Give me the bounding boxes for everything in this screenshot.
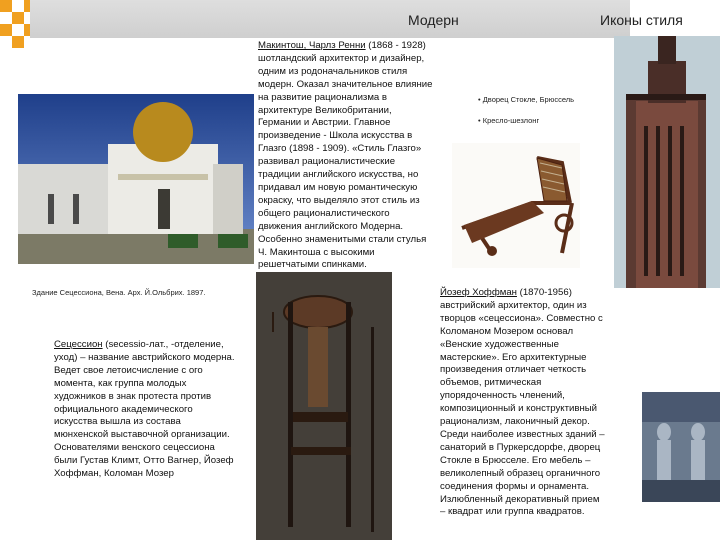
- secession-paragraph: [54, 339, 254, 481]
- mackintosh-paragraph: [258, 40, 458, 272]
- secession-term: Сецессион: [54, 339, 103, 350]
- secession-photo-caption: Здание Сецессиона, Вена. Арх. Й.Ольбрих. 1897.: [32, 288, 206, 297]
- secession-text: (secessio-лат., -отделение, уход) – название австрийского модерна. Ведет свое летоисчисление с ого момента, как группа молодых художников в знак протеста против официального академического искусства вышла из состава мюнхенской выставочной организации. Основателями венского сецессиона были Густав Климт, Отто Вагнер, Йозеф Хоффман, Коломан Мозер: [54, 339, 235, 480]
- bullet-chaise-longue: • Кресло-шезлонг: [478, 116, 540, 125]
- mackintosh-name: Макинтош, Чарлз Ренни: [258, 40, 366, 51]
- stoclet-palace-tower-photo: [614, 36, 720, 288]
- secession-building-photo: [18, 94, 254, 264]
- mackintosh-text: (1868 - 1928) шотландский архитектор и дизайнер, одним из родоначальников стиля модерн. Оказал значительное влияние на развитие рационализма в архитектуре Великобритании, Германии и Австрии. Главное произведение - Школа искусства в Глазго (1898 - 1909). «Стиль Глазго» развивал рационалистические традиции английского искусства, но придавал им новую романтическую окраску, что выделяло этот стиль из общего рационалистического движения английского Модерна. Особенно знаменитыми стали стулья Ч. Макинтоша с высокими решетчатыми спинками.: [258, 40, 433, 271]
- stoclet-statues-photo: [642, 392, 720, 502]
- mackintosh-chair-photo: [256, 272, 392, 540]
- page-title: Модерн: [408, 12, 459, 28]
- hoffmann-name: Йозеф Хоффман: [440, 287, 517, 298]
- header-bar: [30, 0, 630, 38]
- hoffmann-text: (1870-1956) австрийский архитектор, один из творцов «сецессиона». Совместно с Коломаном Мозером основал «Венские художественные мастерские». Его архитектурные произведения отличает четкость объемов, ритмическая упорядоченность членений, композиционный и конструктивный рационализм, лаконичный декор. Среди наиболее известных зданий – санаторий в Пуркерсдорфе, дворец Стокле в Брюсселе. Его мебель – великолепный образец органичного соединения формы и орнамента. Излюбленный декоративный прием – квадрат или группа квадратов.: [440, 287, 605, 518]
- hoffmann-paragraph: [440, 287, 640, 519]
- chaise-longue-photo: [452, 143, 580, 268]
- bullet-stoclet-palace: • Дворец Стокле, Брюссель: [478, 95, 575, 104]
- page-subtitle: Иконы стиля: [600, 12, 683, 28]
